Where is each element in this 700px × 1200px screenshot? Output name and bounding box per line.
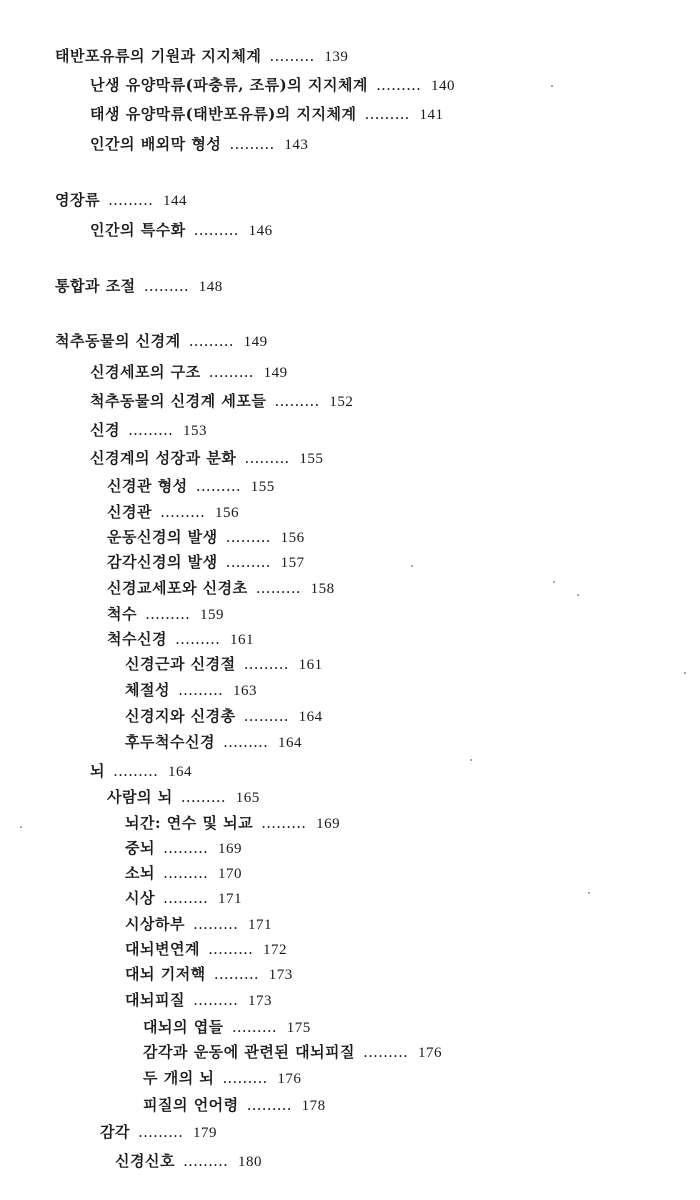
toc-entry — [115, 1151, 262, 1172]
toc-entry — [125, 813, 340, 834]
toc-entry — [125, 964, 293, 985]
dot-leader: ……… — [177, 681, 223, 699]
toc-entry-title: 태반포유류의 기원과 지지체계 — [55, 47, 262, 65]
dot-leader: ……… — [261, 814, 307, 832]
toc-entry-title: 신경관 — [107, 503, 152, 521]
toc-entry-page-number: 176 — [277, 1071, 302, 1087]
toc-entry-title: 뇌간: 연수 및 뇌교 — [125, 814, 254, 832]
toc-entry-page-number: 164 — [168, 764, 192, 780]
toc-entry-title: 후두척수신경 — [125, 733, 215, 751]
toc-entry — [125, 680, 257, 701]
toc-entry — [143, 1017, 311, 1038]
toc-entry-page-number: 176 — [418, 1045, 443, 1061]
scan-speck — [20, 826, 22, 828]
toc-entry-page-number: 173 — [247, 993, 272, 1009]
dot-leader: ……… — [208, 363, 254, 381]
toc-entry — [90, 391, 353, 412]
toc-entry-page-number: 175 — [286, 1020, 311, 1036]
toc-entry — [107, 527, 305, 548]
dot-leader: ……… — [162, 839, 208, 857]
toc-entry — [90, 75, 455, 96]
toc-entry-title: 신경교세포와 신경초 — [107, 579, 248, 597]
scan-speck — [553, 581, 555, 583]
toc-entry-page-number: 169 — [316, 816, 341, 832]
toc-entry — [90, 448, 323, 469]
toc-entry-title: 감각과 운동에 관련된 대뇌피질 — [143, 1043, 356, 1061]
toc-entry-title: 신경근과 신경절 — [125, 655, 236, 673]
toc-entry-page-number: 152 — [329, 394, 354, 410]
toc-entry-page-number: 159 — [199, 607, 224, 623]
dot-leader: ……… — [162, 889, 208, 907]
dot-leader: ……… — [255, 579, 301, 597]
toc-entry — [90, 104, 443, 125]
dot-leader: ……… — [174, 630, 220, 648]
toc-entry — [100, 1122, 217, 1143]
toc-entry-page-number: 149 — [243, 334, 268, 350]
toc-entry — [107, 629, 254, 650]
toc-entry — [90, 134, 308, 155]
toc-entry-page-number: 171 — [247, 917, 272, 933]
dot-leader: ……… — [274, 392, 320, 410]
dot-leader: ……… — [243, 655, 289, 673]
dot-leader: ……… — [192, 915, 238, 933]
toc-entry-page-number: 156 — [280, 530, 305, 546]
toc-entry-title: 인간의 특수화 — [90, 221, 186, 239]
toc-entry — [107, 552, 305, 573]
dot-leader: ……… — [225, 528, 271, 546]
toc-entry-page-number: 144 — [162, 193, 187, 209]
toc-entry — [125, 706, 323, 727]
toc-entry-title: 난생 유양막류(파충류, 조류)의 지지체계 — [90, 76, 368, 94]
toc-entry-title: 피질의 언어령 — [143, 1096, 239, 1114]
dot-leader: ……… — [222, 733, 268, 751]
dot-leader: ……… — [159, 503, 205, 521]
toc-entry-title: 대뇌 기저핵 — [125, 965, 206, 983]
toc-entry-page-number: 164 — [298, 709, 323, 725]
dot-leader: ……… — [244, 449, 290, 467]
toc-entry-title: 신경 — [90, 421, 120, 439]
toc-entry-page-number: 143 — [284, 137, 309, 153]
toc-entry-page-number: 161 — [229, 632, 254, 648]
toc-entry — [125, 888, 242, 909]
dot-leader: ……… — [143, 277, 189, 295]
dot-leader: ……… — [195, 477, 241, 495]
toc-entry-page-number: 155 — [250, 479, 275, 495]
toc-entry — [55, 46, 348, 67]
toc-entry-page-number: 180 — [237, 1154, 262, 1170]
toc-entry — [125, 654, 323, 675]
toc-entry — [90, 420, 207, 441]
toc-entry-title: 대뇌피질 — [125, 991, 185, 1009]
toc-entry-page-number: 149 — [263, 365, 288, 381]
dot-leader: ……… — [127, 421, 173, 439]
dot-leader: ……… — [180, 788, 226, 806]
toc-entry-title: 중뇌 — [125, 839, 155, 857]
dot-leader: ……… — [162, 864, 208, 882]
toc-entry-title: 신경지와 신경총 — [125, 707, 236, 725]
toc-entry-title: 뇌 — [90, 762, 105, 780]
toc-entry-title: 신경계의 성장과 분화 — [90, 449, 237, 467]
toc-entry — [55, 190, 187, 211]
toc-entry — [107, 476, 275, 497]
toc-entry-title: 신경세포의 구조 — [90, 363, 201, 381]
toc-entry-title: 감각 — [100, 1123, 130, 1141]
dot-leader: ……… — [222, 1069, 268, 1087]
toc-entry — [90, 220, 273, 241]
dot-leader: ……… — [375, 76, 421, 94]
toc-entry-title: 인간의 배외막 형성 — [90, 135, 222, 153]
toc-entry-page-number: 178 — [301, 1098, 326, 1114]
toc-entry-page-number: 141 — [419, 107, 444, 123]
toc-entry-page-number: 139 — [324, 49, 349, 65]
toc-entry-page-number: 146 — [248, 223, 273, 239]
toc-entry — [125, 838, 242, 859]
dot-leader: ……… — [182, 1152, 228, 1170]
toc-entry — [55, 276, 223, 297]
toc-entry-title: 소뇌 — [125, 864, 155, 882]
toc-entry-title: 척수신경 — [107, 630, 167, 648]
toc-entry-page-number: 155 — [299, 451, 324, 467]
toc-entry-title: 두 개의 뇌 — [143, 1069, 215, 1087]
toc-entry-page-number: 164 — [277, 735, 302, 751]
toc-entry — [107, 787, 260, 808]
dot-leader: ……… — [113, 762, 158, 780]
toc-entry-title: 척수 — [107, 605, 137, 623]
toc-entry-title: 체절성 — [125, 681, 170, 699]
dot-leader: ……… — [137, 1123, 183, 1141]
dot-leader: ……… — [213, 965, 259, 983]
toc-entry-title: 대뇌의 엽들 — [143, 1018, 224, 1036]
toc-entry-page-number: 156 — [214, 505, 239, 521]
toc-entry — [125, 990, 272, 1011]
toc-entry — [107, 604, 224, 625]
scan-speck — [551, 85, 553, 87]
dot-leader: ……… — [243, 707, 289, 725]
toc-entry-title: 태생 유양막류(태반포유류)의 지지체계 — [90, 105, 357, 123]
toc-entry-title: 시상 — [125, 889, 155, 907]
scan-speck — [577, 594, 579, 596]
toc-entry-page-number: 170 — [217, 866, 242, 882]
toc-entry — [107, 502, 239, 523]
toc-entry-title: 통합과 조절 — [55, 277, 136, 295]
toc-entry-page-number: 179 — [192, 1125, 217, 1141]
toc-entry-page-number: 140 — [430, 78, 455, 94]
toc-entry — [90, 761, 192, 782]
toc-entry-title: 대뇌변연계 — [125, 940, 200, 958]
dot-leader: ……… — [246, 1096, 292, 1114]
toc-entry-title: 운동신경의 발생 — [107, 528, 218, 546]
toc-entry-page-number: 172 — [262, 942, 287, 958]
toc-entry-page-number: 148 — [198, 279, 223, 295]
toc-entry — [143, 1068, 301, 1089]
toc-entry-page-number: 161 — [298, 657, 323, 673]
dot-leader: ……… — [107, 191, 153, 209]
toc-entry-page-number: 165 — [235, 790, 260, 806]
toc-entry-page-number: 173 — [268, 967, 293, 983]
toc-entry — [125, 732, 302, 753]
toc-entry-title: 시상하부 — [125, 915, 185, 933]
toc-entry-page-number: 157 — [280, 555, 305, 571]
toc-entry — [90, 362, 288, 383]
toc-entry-title: 사람의 뇌 — [107, 788, 173, 806]
toc-entry-title: 신경관 형성 — [107, 477, 188, 495]
toc-entry-page-number: 169 — [217, 841, 242, 857]
toc-entry — [143, 1095, 326, 1116]
toc-entry — [143, 1042, 442, 1063]
toc-entry — [125, 863, 242, 884]
dot-leader: ……… — [225, 553, 271, 571]
scan-speck — [588, 892, 590, 894]
toc-entry-page-number: 153 — [182, 423, 207, 439]
toc-entry-title: 척추동물의 신경계 — [55, 332, 181, 350]
dot-leader: ……… — [192, 991, 238, 1009]
toc-entry-page-number: 171 — [217, 891, 242, 907]
dot-leader: ……… — [207, 940, 253, 958]
dot-leader: ……… — [188, 332, 234, 350]
toc-entry — [55, 331, 268, 352]
toc-entry — [107, 578, 335, 599]
scan-speck — [684, 672, 686, 674]
scan-speck — [470, 759, 472, 761]
dot-leader: ……… — [229, 135, 275, 153]
dot-leader: ……… — [231, 1018, 277, 1036]
toc-entry-title: 신경신호 — [115, 1152, 175, 1170]
dot-leader: ……… — [364, 105, 410, 123]
toc-entry-page-number: 163 — [232, 683, 257, 699]
scan-speck — [411, 565, 413, 567]
dot-leader: ……… — [144, 605, 190, 623]
toc-entry-title: 영장류 — [55, 191, 100, 209]
dot-leader: ……… — [269, 47, 315, 65]
toc-entry-title: 척추동물의 신경계 세포들 — [90, 392, 267, 410]
toc-entry — [125, 914, 272, 935]
toc-entry — [125, 939, 287, 960]
toc-entry-title: 감각신경의 발생 — [107, 553, 218, 571]
dot-leader: ……… — [363, 1043, 409, 1061]
toc-entry-page-number: 158 — [310, 581, 335, 597]
dot-leader: ……… — [193, 221, 239, 239]
